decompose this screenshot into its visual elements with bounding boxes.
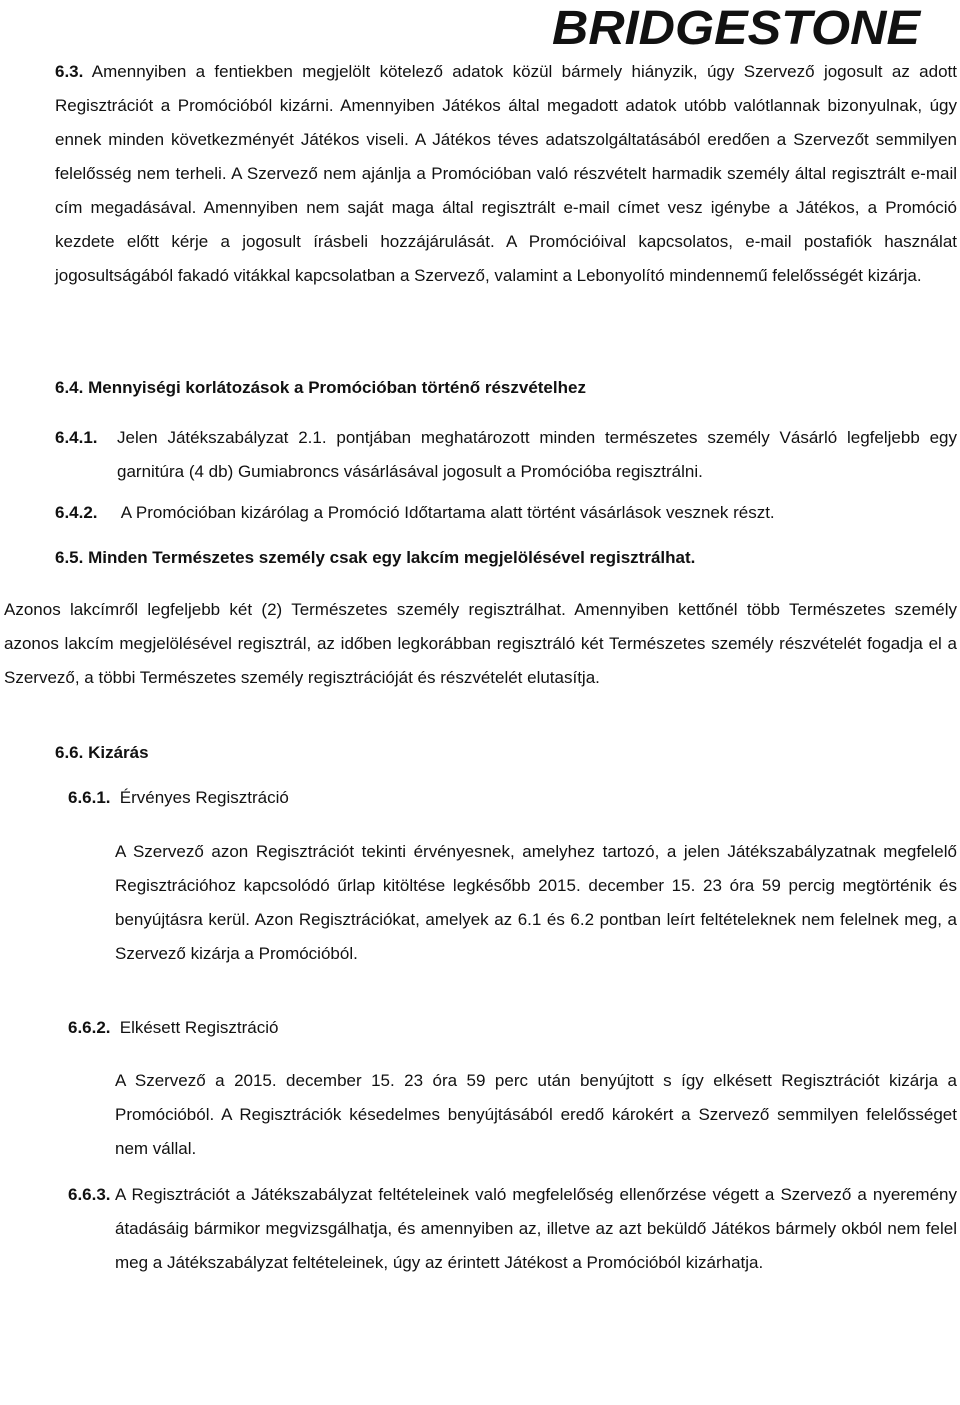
section-title: Kizárás bbox=[88, 743, 149, 762]
section-6-5-text bbox=[4, 593, 957, 695]
paragraph: Azonos lakcímről legfeljebb két (2) Természetes személy regisztrálhat. Amennyiben kettőnél több Természetes személy azonos lakcím megjelölésével regisztrál, az időben legkorábban regisztráló két Természetes személy részvételét fogadja el a Szervező, a többi Természetes személy regisztrációját és részvételét elutasítja. bbox=[4, 600, 957, 687]
section-number: 6.3. bbox=[55, 62, 84, 81]
section-6-6-2-heading bbox=[68, 1018, 957, 1038]
section-6-5-heading bbox=[55, 548, 957, 568]
section-text: Jelen Játékszabályzat 2.1. pontjában meghatározott minden természetes személy Vásárló legfeljebb egy garnitúra (4 db) Gumiabroncs vásárlásával jogosult a Promócióba regisztrálni. bbox=[117, 428, 957, 481]
bridgestone-logo-text: BRIDGESTONE bbox=[552, 4, 922, 50]
section-title: Mennyiségi korlátozások a Promócióban történő részvételhez bbox=[88, 378, 586, 397]
section-number: 6.6.1. bbox=[68, 788, 111, 807]
paragraph: A Szervező a 2015. december 15. 23 óra 59 perc után benyújtott s így elkésett Regisztrációt kizárja a Promócióból. A Regisztrációk késedelmes benyújtásából eredő károkért a Szervező semmilyen felelősséget nem vállal. bbox=[115, 1071, 957, 1158]
section-number: 6.5. bbox=[55, 548, 84, 567]
section-6-6-1-text bbox=[115, 835, 957, 971]
paragraph: A Szervező azon Regisztrációt tekinti érvényesnek, amelyhez tartozó, a jelen Játékszabályzatnak megfelelő Regisztrációhoz kapcsolódó űrlap kitöltése legkésőbb 2015. december 15. 23 óra 59 percig megtörténik és benyújtásra kerül. Azon Regisztrációkat, amelyek az 6.1 és 6.2 pontban leírt feltételeknek nem felelnek meg, a Szervező kizárja a Promócióból. bbox=[115, 842, 957, 963]
section-text: A Regisztrációt a Játékszabályzat feltételeinek való megfelelőség ellenőrzése végett a Szervező a nyeremény átadásáig bármikor megvizsgálhatja, és amennyiben az, illetve az azt beküldő Játékos bármely okból nem felel meg a Játékszabályzat feltételeinek, úgy az érintett Játékost a Promócióból kizárhatja. bbox=[115, 1185, 957, 1272]
bridgestone-logo bbox=[552, 4, 922, 50]
section-6-4-2 bbox=[55, 503, 957, 523]
section-6-6-3 bbox=[68, 1178, 957, 1280]
section-number: 6.6.3. bbox=[68, 1185, 111, 1204]
section-number: 6.4.2. bbox=[55, 503, 98, 522]
section-text: A Promócióban kizárólag a Promóció Időtartama alatt történt vásárlások vesznek részt. bbox=[120, 503, 775, 522]
section-6-6-1-heading bbox=[68, 788, 957, 808]
section-6-3 bbox=[55, 55, 957, 293]
section-title: Minden Természetes személy csak egy lakcím megjelölésével regisztrálhat. bbox=[88, 548, 696, 567]
section-number: 6.6. bbox=[55, 743, 84, 762]
section-number: 6.6.2. bbox=[68, 1018, 111, 1037]
section-number: 6.4. bbox=[55, 378, 84, 397]
section-title: Érvényes Regisztráció bbox=[119, 788, 289, 807]
section-6-6-2-text bbox=[115, 1064, 957, 1166]
section-text: Amennyiben a fentiekben megjelölt kötelező adatok közül bármely hiányzik, úgy Szervező jogosult az adott Regisztrációt a Promócióból kizárni. Amennyiben Játékos által megadott adatok utóbb valótlannak bizonyulnak, úgy ennek minden következményét Játékos viseli. A Játékos téves adatszolgáltatásából eredően a Szervezőt semmilyen felelősség nem terheli. A Szervező nem ajánlja a Promócióban való részvételt harmadik személy által regisztrált e-mail cím megadásával. Amennyiben nem saját maga által regisztrált e-mail címet vesz igénybe a Játékos, a Promóció kezdete előtt kérje a jogosult írásbeli hozzájárulását. A Promócióival kapcsolatos, e-mail postafiók használat jogosultságából fakadó vitákkal kapcsolatban a Szervező, valamint a Lebonyolító mindennemű felelősségét kizárja. bbox=[55, 62, 957, 285]
section-6-6-heading bbox=[55, 743, 957, 763]
section-number: 6.4.1. bbox=[55, 428, 98, 447]
section-title: Elkésett Regisztráció bbox=[119, 1018, 279, 1037]
section-6-4-heading bbox=[55, 378, 957, 398]
section-6-4-1 bbox=[55, 421, 957, 489]
